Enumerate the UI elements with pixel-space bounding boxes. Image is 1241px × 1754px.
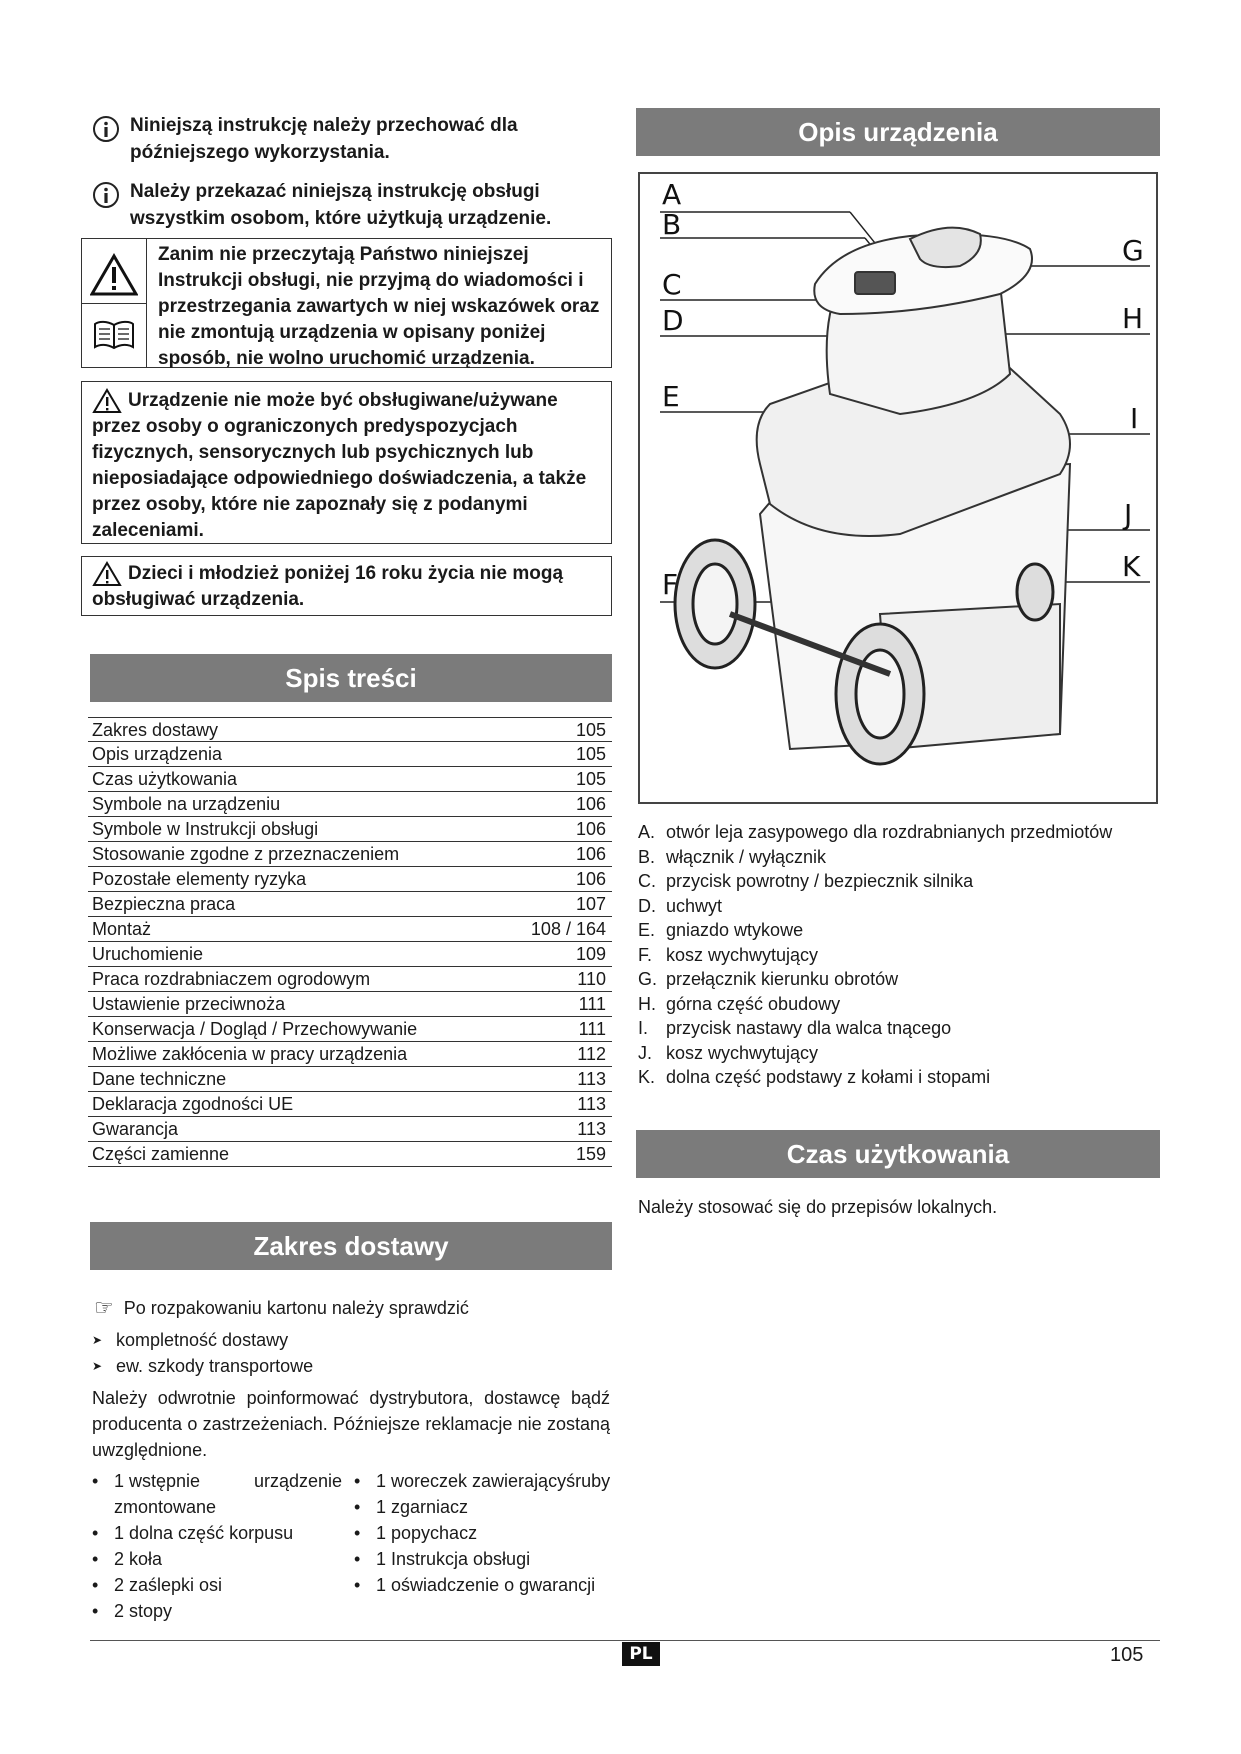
legend-item: K. dolna część podstawy z kołami i stopami: [638, 1067, 991, 1087]
footer-rule: [90, 1640, 1160, 1641]
legend-item: J. kosz wychwytujący: [638, 1042, 819, 1063]
toc-page: 113: [577, 1119, 606, 1139]
toc-page: 108 / 164: [530, 919, 606, 939]
toc-row: [88, 792, 612, 817]
diagram-label-k: K: [1122, 550, 1141, 583]
toc-label: Ustawienie przeciwnoża: [92, 994, 286, 1014]
list-item: • 1 dolna część korpusu: [92, 1523, 294, 1543]
diagram-label-i: I: [1130, 402, 1139, 435]
description-header: Opis urządzenia: [636, 108, 1160, 156]
legend-item: E. gniazdo wtykowe: [638, 920, 804, 940]
toc-label: Gwarancja: [92, 1119, 179, 1139]
toc-label: Konserwacja / Dogląd / Przechowywanie: [92, 1019, 418, 1039]
toc-row: [88, 967, 612, 992]
toc-row: [88, 1067, 612, 1092]
toc-page: 111: [578, 1019, 606, 1039]
toc-page: 106: [575, 869, 606, 889]
toc-page: 159: [575, 1144, 606, 1164]
pointing-hand-icon: ☞: [94, 1295, 114, 1320]
check-intro: ☞ Po rozpakowaniu kartonu należy sprawdzić: [94, 1295, 469, 1320]
toc-label: Montaż: [92, 919, 152, 939]
diagram-label-d: D: [662, 304, 684, 337]
diagram-label-c: C: [662, 268, 682, 301]
toc-row: [88, 742, 612, 767]
toc-row: [88, 892, 612, 917]
toc-page: 106: [575, 844, 606, 864]
list-item: • 1 woreczek zawierający śruby: [354, 1471, 611, 1491]
toc-page: 111: [578, 994, 606, 1014]
toc-page: 105: [575, 720, 606, 740]
diagram-label-f: F: [662, 568, 679, 601]
toc-row: [88, 842, 612, 867]
legend-item: G. przełącznik kierunku obrotów: [638, 969, 899, 989]
toc-label: Opis urządzenia: [92, 744, 223, 764]
toc-label: Symbole w Instrukcji obsługi: [92, 819, 319, 839]
warning-triangle-icon: [92, 561, 122, 587]
list-item: • 1 zgarniacz: [354, 1497, 469, 1517]
toc-page: 106: [575, 819, 606, 839]
list-item: • 1 wstępnie zmontowane urządzenie: [92, 1471, 342, 1517]
info-note: Należy przekazać niniejszą instrukcję obsługi wszystkim osobom, które użytkują urządzenie.: [92, 178, 612, 232]
toc-list: [88, 717, 612, 1167]
lifetime-text: Należy stosować się do przepisów lokalnych.: [638, 1197, 998, 1217]
toc-row: [88, 1117, 612, 1142]
list-item: • 1 popychacz: [354, 1523, 478, 1543]
legend-item: D. uchwyt: [638, 895, 723, 916]
diagram-label-b: B: [662, 208, 682, 241]
legend-list: [638, 820, 1158, 1090]
toc-header: Spis treści: [90, 654, 612, 702]
toc-page: 109: [575, 944, 606, 964]
warning-triangle-icon: [92, 388, 122, 414]
legend-item: C. przycisk powrotny / bezpiecznik silnika: [638, 871, 974, 891]
toc-row: [88, 867, 612, 892]
toc-row: [88, 917, 612, 942]
diagram-label-e: E: [662, 380, 680, 413]
list-item: • 2 koła: [92, 1549, 163, 1569]
info-icon: [92, 112, 130, 166]
toc-label: Praca rozdrabniaczem ogrodowym: [92, 969, 371, 989]
toc-label: Deklaracja zgodności UE: [92, 1094, 294, 1114]
toc-row: [88, 1092, 612, 1117]
toc-page: 105: [575, 744, 606, 764]
info-note: Niniejszą instrukcję należy przechować dla późniejszego wykorzystania.: [92, 112, 612, 166]
toc-page: 112: [577, 1044, 606, 1064]
toc-row: [88, 817, 612, 842]
diagram-label-g: G: [1122, 234, 1144, 267]
info-icon: [92, 178, 130, 232]
toc-label: Części zamienne: [92, 1144, 230, 1164]
items-right-list: [354, 1468, 614, 1598]
items-left-list: [92, 1468, 342, 1624]
toc-row: [88, 992, 612, 1017]
warning-manual-box: Zanim nie przeczytają Państwo niniejszej Instrukcji obsługi, nie przyjmą do wiadomości i przestrzegania zawartych w niej wskazówek oraz nie zmontują urządzenia w opisany poniżej sposób, nie wolno uruchomić urządzenia.: [81, 238, 612, 368]
toc-row: [88, 1142, 612, 1167]
language-badge: PL: [622, 1642, 660, 1666]
toc-row: [88, 767, 612, 792]
device-diagram: [638, 172, 1158, 804]
toc-page: 107: [575, 894, 606, 914]
warning-children-box: Dzieci i młodzież poniżej 16 roku życia nie mogą obsługiwać urządzenia.: [81, 556, 612, 616]
check-list: ➤ kompletność dostawy ➤ ew. szkody transportowe: [92, 1330, 314, 1376]
legend-item: B. włącznik / wyłącznik: [638, 846, 827, 867]
toc-label: Zakres dostawy: [92, 720, 219, 740]
toc-row: [88, 1042, 612, 1067]
toc-label: Możliwe zakłócenia w pracy urządzenia: [92, 1044, 408, 1064]
toc-label: Symbole na urządzeniu: [92, 794, 281, 814]
warning-triangle-icon: [90, 253, 138, 297]
warning-persons-box: Urządzenie nie może być obsługiwane/używane przez osoby o ograniczonych predyspozycjach fizycznych, sensorycznych lub psychicznych lub nieposiadające odpowiedniego doświadczenia, a także przez osoby, które nie zapoznały się z podanymi zaleceniami.: [81, 381, 612, 544]
list-item: • 2 stopy: [92, 1601, 173, 1621]
toc-row: [88, 717, 612, 742]
legend-item: A. otwór leja zasypowego dla rozdrabnianych przedmiotów: [638, 822, 1113, 842]
list-item: • 1 Instrukcja obsługi: [354, 1549, 531, 1569]
diagram-label-j: J: [1124, 498, 1133, 531]
toc-label: Bezpieczna praca: [92, 894, 236, 914]
list-item: • 2 zaślepki osi: [92, 1575, 223, 1595]
toc-row: [88, 1017, 612, 1042]
manual-book-icon: [92, 319, 136, 351]
toc-row: [88, 942, 612, 967]
legend-item: F. kosz wychwytujący: [638, 944, 819, 965]
toc-label: Dane techniczne: [92, 1069, 227, 1089]
toc-page: 105: [575, 769, 606, 789]
legend-item: H. górna część obudowy: [638, 993, 841, 1014]
toc-label: Pozostałe elementy ryzyka: [92, 869, 307, 889]
toc-page: 110: [577, 969, 606, 989]
legend-item: I. przycisk nastawy dla walca tnącego: [638, 1018, 952, 1038]
toc-label: Uruchomienie: [92, 944, 204, 964]
toc-label: Stosowanie zgodne z przeznaczeniem: [92, 844, 400, 864]
lifetime-header: Czas użytkowania: [636, 1130, 1160, 1178]
diagram-label-a: A: [662, 178, 682, 211]
toc-page: 106: [575, 794, 606, 814]
delivery-paragraph: Należy odwrotnie poinformować dystrybutora, dostawcę bądź producenta o zastrzeżeniach. Późniejsze reklamacje nie zostaną uwzględnione.: [92, 1388, 610, 1460]
toc-page: 113: [577, 1069, 606, 1089]
page-number: 105: [1110, 1644, 1144, 1666]
toc-label: Czas użytkowania: [92, 769, 238, 789]
delivery-header: Zakres dostawy: [90, 1222, 612, 1270]
toc-page: 113: [577, 1094, 606, 1114]
diagram-label-h: H: [1122, 302, 1144, 335]
list-item: • 1 oświadczenie o gwarancji: [354, 1575, 596, 1595]
